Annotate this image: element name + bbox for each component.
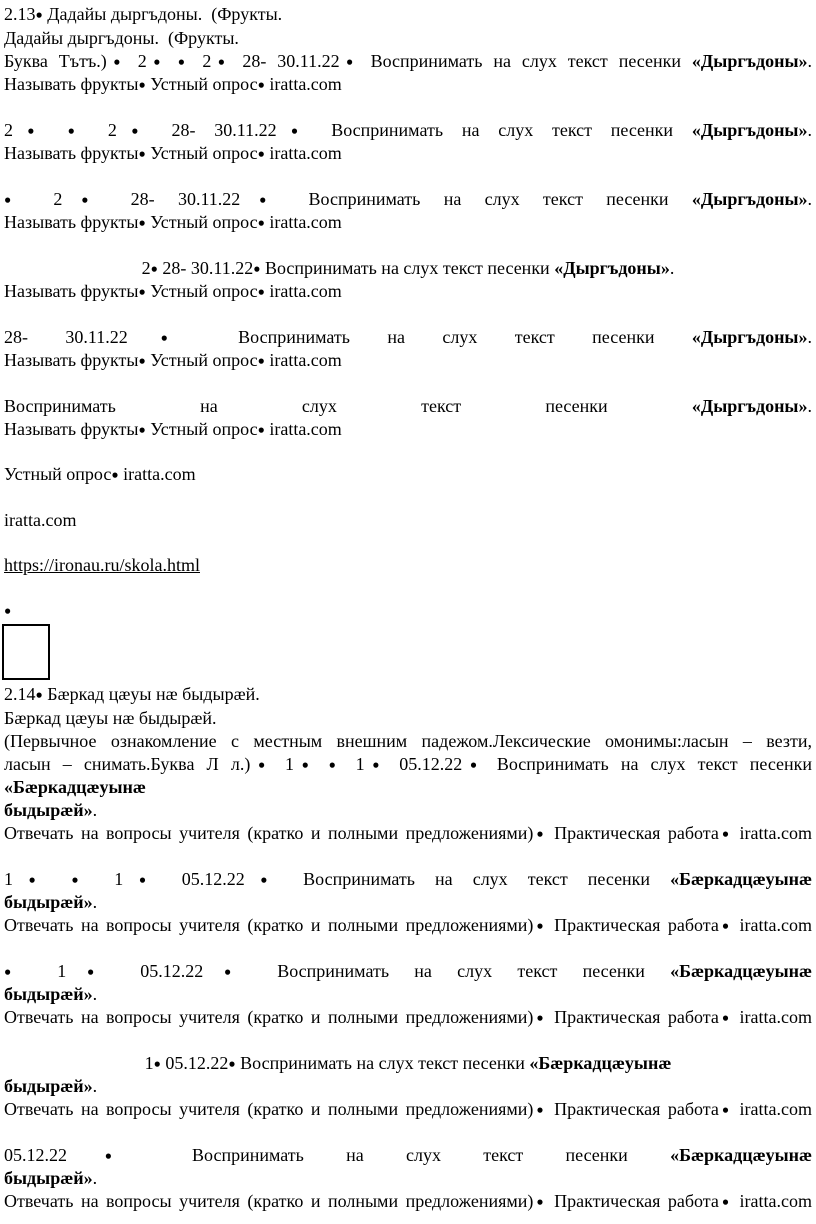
text-run: Устный опрос — [145, 418, 258, 439]
bullet-icon: ● — [718, 826, 733, 841]
bullet-icon: ● — [276, 123, 313, 137]
text-run: . — [807, 119, 812, 140]
bullet-icon: ● — [203, 964, 252, 978]
paragraph-spacer — [4, 577, 812, 599]
text-run: . — [92, 984, 98, 1004]
text-run — [316, 754, 328, 774]
bullet-icon: ● — [244, 872, 284, 886]
text-run: 05.12.22 — [161, 868, 245, 889]
bullet-icon: ● — [67, 1148, 150, 1162]
lesson-2-13-detail — [4, 50, 812, 74]
bullet-icon: ● — [123, 872, 162, 886]
bold-text: «Бæркадцæуынæ — [4, 777, 146, 797]
text-run: . — [807, 395, 812, 416]
bold-text: «Бæркадцæуынæ — [670, 960, 813, 981]
empty-textbox — [2, 624, 50, 680]
bullet-icon: ● — [718, 1010, 733, 1025]
lesson-2-14-note-2 — [4, 753, 812, 777]
lesson-2-14-row-3 — [4, 960, 812, 984]
text-run: iratta.com — [264, 281, 342, 301]
bold-text: быдырæй» — [4, 1076, 93, 1096]
bullet-icon: ● — [116, 123, 153, 137]
skills-line — [4, 73, 812, 97]
lesson-2-14-title — [4, 683, 812, 707]
text-run: 2 — [141, 257, 151, 278]
text-run: . — [92, 892, 98, 912]
bullet-icon: ● — [293, 757, 317, 771]
text-run: Отвечать на вопросы учителя (кратко и полными предложениями) — [4, 1007, 534, 1027]
text-run: iratta.com — [732, 1099, 813, 1119]
paragraph-spacer — [4, 532, 812, 554]
text-run: 2 — [30, 188, 63, 209]
text-run: 2 — [4, 119, 13, 140]
bold-text: быдырæй» — [4, 984, 93, 1004]
text-run: Воспринимать на слух текст песенки — [251, 960, 671, 981]
bullet-icon: ● — [138, 353, 146, 368]
paragraph-spacer — [4, 304, 812, 326]
text-run: 2.14 — [4, 684, 36, 704]
song-title-part-1 — [4, 776, 812, 799]
text-run: 28- 30.11.22 — [152, 119, 277, 140]
text-run: Бæркад цæуы нæ быдырæй. — [4, 707, 217, 728]
bold-text: «Дыргъдоны» — [691, 50, 808, 71]
bullet-icon: ● — [146, 54, 167, 68]
text-run: Называть фрукты — [4, 418, 139, 439]
paragraph-spacer — [4, 1030, 812, 1052]
skills-line — [4, 349, 812, 373]
bullet-icon: ● — [138, 422, 146, 436]
lesson-2-14-row-2 — [4, 868, 812, 892]
text-run: Устный опрос — [145, 143, 258, 163]
bullet-icon: ● — [211, 54, 232, 68]
lesson-2-13-row-4 — [4, 257, 812, 281]
bullet-icon: ● — [127, 330, 201, 344]
bullet-icon: ● — [718, 1194, 733, 1209]
bullet-icon: ● — [4, 192, 31, 206]
text-run: Воспринимать на слух текст песенки — [4, 395, 692, 416]
text-run: iratta.com — [264, 212, 342, 232]
text-run: 1 — [144, 1052, 154, 1073]
text-run: . — [92, 800, 98, 820]
text-run: Бæркад цæуы нæ быдырæй. — [42, 684, 260, 704]
text-run: 2 — [89, 119, 117, 140]
song-title-part-2 — [4, 891, 812, 914]
text-run: . — [669, 257, 675, 278]
text-run: Устный опрос — [145, 281, 258, 301]
text-run: 05.12.22 — [4, 1144, 67, 1165]
bullet-icon: ● — [13, 872, 52, 886]
text-run: . — [807, 188, 813, 209]
lesson-2-14-note-1 — [4, 730, 812, 753]
bullet-icon: ● — [533, 1010, 547, 1025]
text-run: Дадайы дыргъдоны. (Фрукты. — [42, 4, 283, 24]
text-run: Воспринимать на слух текст песенки — [260, 257, 555, 278]
bullet-icon: ● — [177, 54, 192, 68]
paragraph-spacer — [4, 938, 812, 960]
text-run: Устный опрос — [145, 74, 258, 94]
bullet-icon: ● — [4, 964, 32, 978]
text-run: Воспринимать на слух текст песенки — [484, 753, 813, 774]
bullet-icon: ● — [253, 261, 261, 275]
text-run: . — [807, 326, 812, 347]
bold-text: «Бæркадцæуынæ — [529, 1052, 672, 1073]
text-run: Воспринимать на слух текст песенки — [312, 119, 692, 140]
bullet-icon: ● — [718, 918, 733, 933]
lesson-2-13-title — [4, 3, 812, 27]
text-run: Воспринимать на слух текст песенки — [200, 326, 692, 347]
text-run: Отвечать на вопросы учителя (кратко и полными предложениями) — [4, 823, 534, 843]
bullet-icon: ● — [462, 757, 485, 771]
bullet-icon: ● — [13, 123, 49, 137]
text-run: . — [92, 1168, 98, 1188]
text-run: Называть фрукты — [4, 74, 139, 94]
text-run: 1 — [343, 753, 365, 774]
text-run: Практическая работа — [546, 1007, 719, 1027]
bold-text: «Дыргъдоны» — [554, 257, 670, 278]
text-run: iratta.com — [264, 418, 342, 439]
bullet-icon: ● — [257, 146, 265, 161]
text-run: . — [92, 1076, 98, 1096]
paragraph-spacer — [4, 441, 812, 463]
bold-text: «Дыргъдоны» — [691, 119, 808, 140]
text-run: Называть фрукты — [4, 350, 139, 370]
text-run: Практическая работа — [546, 915, 719, 935]
bullet-icon: ● — [106, 54, 127, 68]
text-run: 05.12.22 — [387, 753, 463, 774]
text-run: Устный опрос — [4, 464, 112, 484]
song-title-part-2 — [4, 983, 812, 1006]
bold-text: быдырæй» — [4, 892, 93, 912]
text-run: 2 — [126, 50, 147, 71]
bold-text: «Дыргъдоны» — [691, 395, 808, 416]
text-run: Называть фрукты — [4, 281, 139, 301]
bold-text: «Дыргъдоны» — [691, 326, 808, 347]
text-run: 1 — [4, 868, 13, 889]
text-run: 28- 30.11.22 — [4, 326, 128, 347]
bullet-only-line — [4, 599, 812, 623]
paragraph-spacer — [4, 235, 812, 257]
text-run: . — [807, 50, 813, 71]
text-run: 2.13 — [4, 4, 36, 24]
bullet-icon: ● — [111, 467, 119, 482]
bullet-icon: ● — [257, 215, 265, 230]
text-run: Практическая работа — [546, 1099, 719, 1119]
bold-text: «Бæркадцæуынæ — [670, 868, 813, 889]
lesson-2-14-subtitle — [4, 707, 812, 730]
paragraph-spacer — [4, 97, 812, 119]
answer-line — [4, 1190, 812, 1214]
lesson-2-14-row-4 — [4, 1052, 812, 1076]
text-run: iratta.com — [264, 350, 342, 370]
bullet-icon: ● — [533, 1194, 547, 1209]
bullet-icon: ● — [71, 872, 95, 886]
text-run: Отвечать на вопросы учителя (кратко и полными предложениями) — [4, 915, 534, 935]
bullet-icon: ● — [240, 192, 286, 206]
text-run: 1 — [32, 960, 67, 981]
text-run: Практическая работа — [546, 823, 719, 843]
text-run: ласын – снимать.Буква Л л.) — [4, 753, 251, 774]
lesson-2-13-row-3 — [4, 188, 812, 212]
text-run: Называть фрукты — [4, 143, 139, 163]
skola-link[interactable]: https://ironau.ru/skola.html — [4, 554, 200, 575]
bullet-icon: ● — [257, 284, 265, 299]
text-run: 1 — [94, 868, 124, 889]
text-run: iratta.com — [732, 823, 813, 843]
text-run: 2 — [191, 50, 212, 71]
song-title-part-2 — [4, 1167, 812, 1190]
bullet-icon: ● — [138, 215, 146, 230]
text-run: Воспринимать на слух текст песенки — [283, 868, 671, 889]
paragraph-spacer — [4, 166, 812, 188]
text-run: 05.12.22 — [160, 1052, 229, 1073]
lesson-2-13-row-6 — [4, 395, 812, 418]
bullet-icon: ● — [257, 77, 265, 92]
text-run: Воспринимать на слух текст песенки — [285, 188, 692, 209]
hyperlink-line — [4, 554, 812, 577]
text-run: iratta.com — [732, 915, 813, 935]
bullet-icon: ● — [138, 77, 146, 92]
text-run: iratta.com — [118, 464, 196, 484]
bullet-icon: ● — [62, 192, 108, 206]
bullet-icon: ● — [228, 1056, 236, 1070]
bullet-icon: ● — [533, 918, 547, 933]
text-run: Устный опрос — [145, 212, 258, 232]
text-run: iratta.com — [264, 74, 342, 94]
bullet-icon: ● — [328, 757, 344, 771]
text-run: Буква Тътъ.) — [4, 50, 107, 71]
bullet-icon: ● — [533, 1102, 547, 1117]
song-title-part-2 — [4, 799, 812, 822]
bullet-icon: ● — [364, 757, 388, 771]
bullet-icon: ● — [339, 54, 360, 68]
text-run: Называть фрукты — [4, 212, 139, 232]
paragraph-spacer — [4, 487, 812, 509]
text-run: Дадайы дыргъдоны. (Фрукты. — [4, 27, 239, 48]
song-title-part-2 — [4, 1075, 812, 1098]
text-run: iratta.com — [264, 143, 342, 163]
text-run: 05.12.22 — [114, 960, 204, 981]
skills-line — [4, 280, 812, 304]
iratta-line — [4, 509, 812, 532]
text-run: Воспринимать на слух текст песенки — [149, 1144, 671, 1165]
bold-text: быдырæй» — [4, 1168, 93, 1188]
skills-line — [4, 142, 812, 166]
answer-line — [4, 822, 812, 846]
bullet-icon: ● — [138, 284, 146, 299]
bullet-icon: ● — [4, 603, 12, 617]
bold-text: «Бæркадцæуынæ — [670, 1144, 812, 1165]
text-run: Устный опрос — [145, 350, 258, 370]
bullet-icon: ● — [153, 1056, 161, 1070]
lesson-2-13-row-2 — [4, 119, 812, 143]
text-run: 28- 30.11.22 — [157, 257, 254, 278]
text-run: Отвечать на вопросы учителя (кратко и полными предложениями) — [4, 1099, 534, 1119]
text-run: 1 — [272, 753, 294, 774]
bold-text: быдырæй» — [4, 800, 93, 820]
bullet-icon: ● — [533, 826, 547, 841]
bullet-icon: ● — [35, 687, 43, 702]
bullet-icon: ● — [66, 964, 115, 978]
bullet-icon: ● — [138, 146, 146, 161]
answer-line — [4, 1098, 812, 1122]
text-run — [49, 120, 68, 140]
text-run: 28- 30.11.22 — [107, 188, 241, 209]
text-run: Практическая работа — [546, 1191, 719, 1211]
bullet-icon: ● — [250, 757, 273, 771]
bullet-icon: ● — [35, 7, 43, 22]
bullet-icon: ● — [718, 1102, 733, 1117]
oral-quiz-line — [4, 463, 812, 487]
text-run — [51, 869, 71, 889]
paragraph-spacer — [4, 373, 812, 395]
text-run: Воспринимать на слух текст песенки — [359, 50, 692, 71]
bullet-icon: ● — [257, 422, 265, 436]
bold-text: «Дыргъдоны» — [691, 188, 808, 209]
text-run: Отвечать на вопросы учителя (кратко и полными предложениями) — [4, 1191, 534, 1211]
paragraph-spacer — [4, 1122, 812, 1144]
lesson-2-13-subtitle — [4, 27, 812, 50]
skills-line — [4, 211, 812, 235]
text-run: 28- 30.11.22 — [231, 50, 340, 71]
skills-line — [4, 418, 812, 442]
text-run: iratta.com — [4, 509, 77, 530]
lesson-2-14-row-5 — [4, 1144, 812, 1168]
answer-line — [4, 914, 812, 938]
text-run: (Первычное ознакомление с местным внешним падежом.Лексические омонимы:ласын – везти, — [4, 730, 812, 751]
bullet-icon: ● — [150, 261, 158, 275]
bullet-icon: ● — [67, 123, 90, 137]
paragraph-spacer — [4, 846, 812, 868]
bullet-icon: ● — [257, 353, 265, 368]
text-run: Воспринимать на слух текст песенки — [235, 1052, 530, 1073]
text-run: iratta.com — [732, 1191, 813, 1211]
answer-line — [4, 1006, 812, 1030]
lesson-2-13-row-5 — [4, 326, 812, 350]
text-run: iratta.com — [732, 1007, 813, 1027]
text-run — [167, 51, 178, 71]
